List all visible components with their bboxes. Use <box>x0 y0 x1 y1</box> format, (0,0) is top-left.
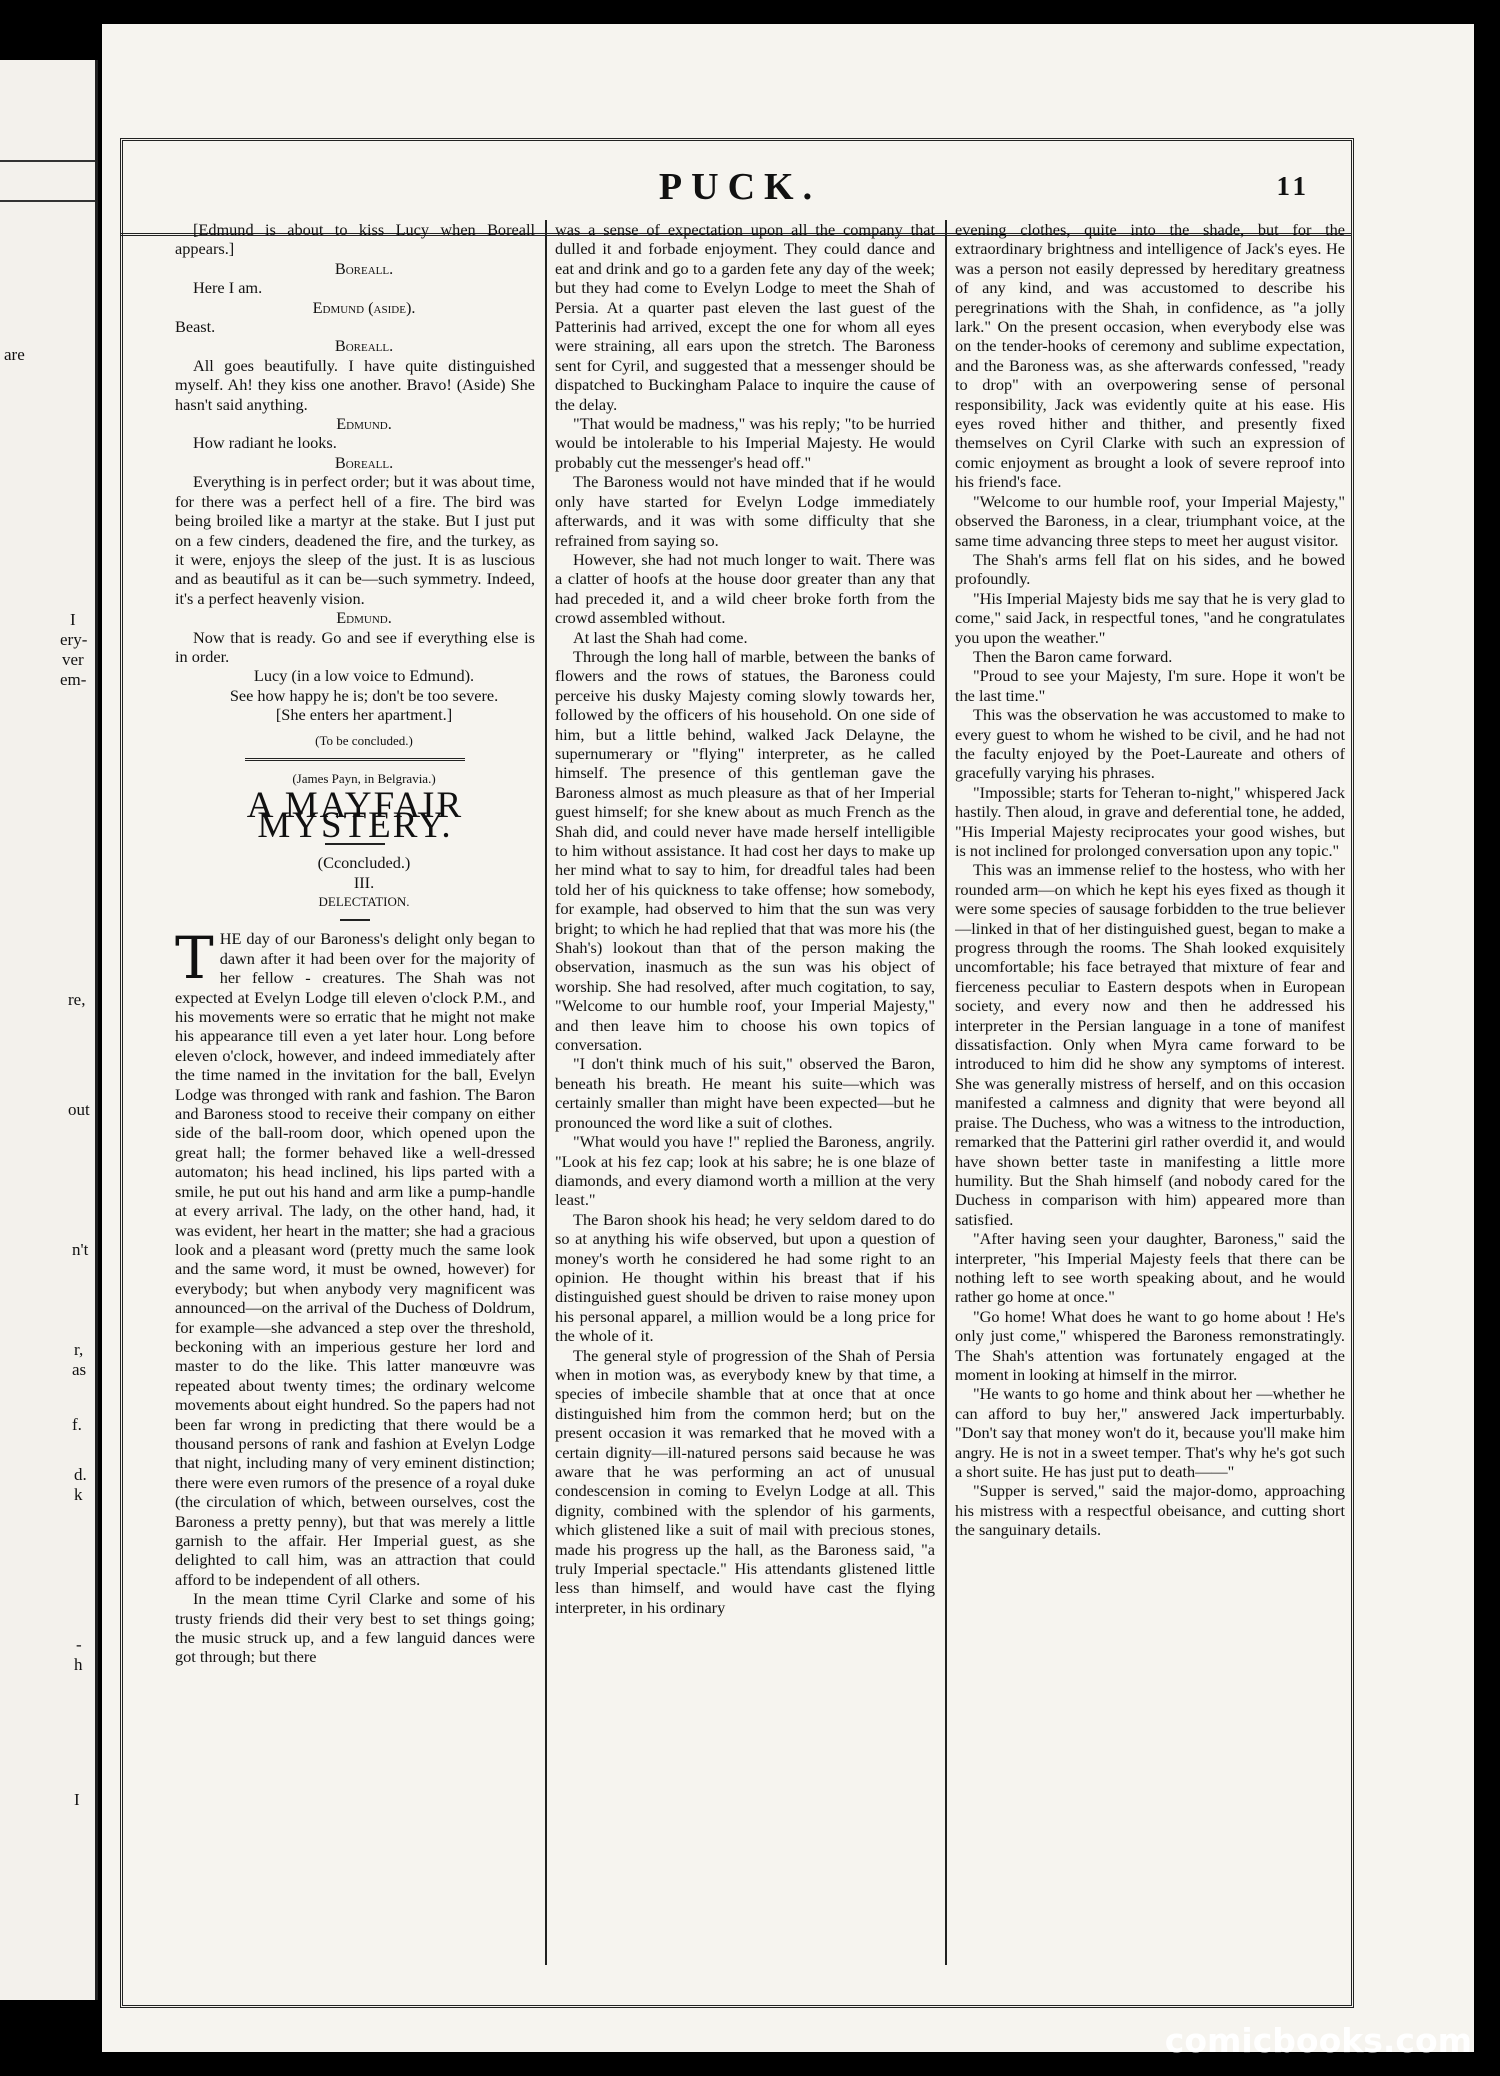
left-fragment: I <box>74 1790 80 1809</box>
chapter-rule <box>340 919 370 921</box>
body-paragraph: "Go home! What does he want to go home about ! He's only just come," whispered the Baroness remonstratingly. The Shah's attention was fortunately engaged at the moment in looking at himself in the mirror. <box>955 1306 1345 1384</box>
body-paragraph: The Baron shook his head; he very seldom dared to do so at anything his wife observed, but upon a question of money's worth he considered he had some right to an opinion. He thought within his breast that if his distinguished guest should be driven to raise money upon his personal apparel, a million would be a long price for the whole of it. <box>555 1209 935 1346</box>
body-paragraph: At last the Shah had come. <box>573 627 748 647</box>
body-paragraph: "Impossible; starts for Teheran to-night," whispered Jack hastily. Then aloud, in grave and deferential tone, he added, "His Imperial Majesty reciprocates your good wishes, but is not inclined for prolonged conversation upon any topic." <box>955 782 1345 860</box>
body-paragraph: The Baroness would not have minded that if he would only have started for Evelyn Lodge immediately afterwards, and it was with some difficulty that she refrained from saying so. <box>555 472 935 550</box>
speaker-name: Boreall. <box>334 452 394 472</box>
story-subtitle: (Cconcluded.) <box>317 853 411 873</box>
dialogue-line: Now that is ready. Go and see if everything else is in order. <box>175 627 535 666</box>
left-fragment: I <box>70 610 76 629</box>
chapter-number: III. <box>353 872 375 892</box>
dialogue-line: How radiant he looks. <box>193 433 337 453</box>
column-2 <box>555 220 935 1965</box>
dialogue-line: Here I am. <box>193 278 263 298</box>
speaker-name: Lucy (in a low voice to Edmund). <box>253 666 475 686</box>
column-3 <box>955 220 1345 1965</box>
speaker-name: Edmund (aside). <box>312 297 416 317</box>
column-1 <box>175 220 535 1965</box>
body-paragraph: was a sense of expectation upon all the company that dulled it and forbade enjoyment. They could dance and eat and drink and go to a garden fete any day of the week; but they had come to Evelyn Lodge to meet the Shah of Persia. At a quarter past eleven the last guest of the Patterinis had arrived, except the one for whom all eyes were straining, all ears upon the stretch. The Baroness sent for Cyril, and suggested that a messenger should be dispatched to Buckingham Palace to inquire the cause of the delay. <box>555 220 935 414</box>
left-fragment: r, <box>74 1340 84 1359</box>
dialogue-line: Everything is in perfect order; but it was about time, for there was a perfect hell of a fire. The bird was being broiled like a martyr at the stake. But I just put on a few cinders, deadened the fire, and the turkey, as it were, enjoys the sleep of the just. It is as luscious and as beautiful as it can be—such symmetry. Indeed, it's a perfect heavenly vision. <box>175 472 535 608</box>
dialogue-line: Beast. <box>175 317 216 337</box>
body-paragraph: However, she had not much longer to wait. There was a clatter of hoofs at the house door greater than any that had preceded it, and a wild cheer broke forth from the crowd assembled without. <box>555 549 935 628</box>
body-paragraph: "He wants to go home and think about her —whether he can afford to buy her," answered Jack imperturbably. "Don't say that money won't do it, because you'll make him angry. He is not in a sweet temper. That's why he's got such a short suite. He has just put to death——" <box>955 1384 1345 1481</box>
stage-direction: [Edmund is about to kiss Lucy when Boreall appears.] <box>175 220 535 259</box>
body-paragraph: This was the observation he was accustomed to make to every guest to whom he wished to be civil, and he had not the faculty enjoyed by the Poet-Laureate and others of gracefully varying his phrases. <box>955 705 1345 783</box>
stage-direction: [She enters her apartment.] <box>275 705 453 725</box>
body-paragraph: "That would be madness," was his reply; "to be hurried would be intolerable to his Imperial Majesty. He would probably cut the messenger's head off." <box>555 414 935 472</box>
story-source: (James Payn, in Belgravia.) <box>292 770 436 786</box>
left-fragment: re, <box>68 990 86 1009</box>
dialogue-line: All goes beautifully. I have quite distinguished myself. Ah! they kiss one another. Bravo! (Aside) She hasn't said anything. <box>175 355 535 414</box>
body-paragraph: "His Imperial Majesty bids me say that he is very glad to come," said Jack, in respectful tones, "and he congratulates you upon the weather." <box>955 588 1345 647</box>
body-paragraph: This was an immense relief to the hostess, who with her rounded arm—on which he kept his eyes fixed as though it were some species of sausage forbidden to the true believer—linked in that of her distinguished guest, began to make a progress through the rooms. The Shah looked exquisitely uncomfortable; his face betrayed that mixture of fear and fierceness peculiar to Eastern despots when in European society, and every now and then he addressed his interpreter in the Persian language in a tone of manifest dissatisfaction. Only when Myra came forward to be introduced to him did he show any symptoms of interest. She was generally mistress of herself, and on this occasion manifested a calmness and dignity that were beyond all praise. The Duchess, who was a witness to the introduction, remarked that the Patterini girl rather overdid it, and would have shown better taste in manifesting a little more humility. But the Shah himself (and nobody cared for the Duchess in comparison with him) appeared more than satisfied. <box>955 860 1345 1229</box>
page-number: 11 <box>1276 171 1310 201</box>
left-fragment: - <box>76 1635 82 1654</box>
body-paragraph: Then the Baron came forward. <box>973 646 1173 666</box>
left-fragment: d. <box>74 1465 87 1484</box>
drop-cap: T <box>175 924 214 993</box>
body-paragraph: "Welcome to our humble roof, your Imperial Majesty," observed the Baroness, in a clear, triumphant voice, at the same time advancing three steps to meet her august visitor. <box>955 491 1345 550</box>
previous-page-edge <box>0 60 98 2000</box>
speaker-name: Edmund. <box>336 414 392 434</box>
page-header <box>130 165 1350 215</box>
left-fragment: em- <box>60 670 87 689</box>
masthead-title: PUCK. <box>658 166 822 208</box>
left-fragment: n't <box>72 1240 89 1259</box>
left-fragment: k <box>74 1485 83 1504</box>
column-divider <box>545 220 547 1965</box>
body-paragraph: Through the long hall of marble, between the banks of flowers and the rows of statues, the Baroness could perceive his dusky Majesty coming slowly towards her, followed by the officers of his household. On one side of him, but a little behind, walked Jack Delayne, the supernumerary or "flying" interpreter, as he called himself. The presence of this gentleman gave the Baroness almost as much pleasure as that of her Imperial guest himself; for she knew about as much French as the Shah did, and could never have made herself intelligible to him without assistance. It had cost her days to make up her mind what to say to him, for dreadful tales had been told her of his quickness to take offense; how somebody, for example, had observed to him that the sun was very bright; to which he had replied that that was more his (the Shah's) lookout than that of the person making the observation, inasmuch as the sun was his object of worship. She had resolved, after much cogitation, to say, "Welcome to our humble roof, your Imperial Majesty," and then leave him to choose his own topics of conversation. <box>555 646 935 1055</box>
continuation-note: (To be concluded.) <box>315 732 413 748</box>
left-fragment: ver <box>62 650 84 669</box>
body-paragraph: "I don't think much of his suit," observed the Baron, beneath his breath. He meant his suite—which was certainly smaller than might have been expected—but he pronounced the word like a suit of clothes. <box>555 1054 935 1132</box>
left-fragment: out <box>68 1100 90 1119</box>
body-paragraph: "After having seen your daughter, Baroness," said the interpreter, "his Imperial Majesty feels that there can be nothing left to see worth speaking about, and he would rather go home at once." <box>955 1229 1345 1307</box>
left-rule <box>0 160 95 162</box>
left-fragment: as <box>72 1360 87 1379</box>
story-title: A MAYFAIR MYSTERY. <box>246 785 464 846</box>
left-fragment: f. <box>72 1415 82 1434</box>
body-paragraph: In the mean ttime Cyril Clarke and some of his trusty friends did their very best to set things going; the music struck up, and a few languid dances were got through; but there <box>175 1589 535 1667</box>
body-paragraph: "Supper is served," said the major-domo, approaching his mistress with a respectful obeisance, and cutting short the sanguinary details. <box>955 1481 1345 1540</box>
site-watermark: comicbooks.com <box>1164 2021 1472 2060</box>
column-divider <box>945 220 947 1965</box>
left-rule <box>0 200 95 202</box>
left-fragment: are <box>4 345 25 364</box>
speaker-name: Boreall. <box>334 336 394 356</box>
section-rule <box>245 758 465 761</box>
body-paragraph: HE day of our Baroness's delight only began to dawn after it had been over for the majority of her fellow - creatures. The Shah was not expected at Evelyn Lodge till eleven o'clock P.M., and his movements were so erratic that he might not make his appearance till even a yet later hour. Long before eleven o'clock, however, and indeed immediately after the time named in the invitation for the ball, Evelyn Lodge was thronged with rank and fashion. The Baron and Baroness stood to receive their company on either side of the ball-room door, which opened upon the great hall; the former behaved like a well-dressed automaton; his head inclined, his lips parted with a smile, he put out his hand and arm like a pump-handle at every arrival. The lady, on the other hand, had, it was evident, her heart in the matter; she had a gracious look and a pleasant word (pretty much the same look and the same word, it must be owned, however) for everybody; but when anybody very magnificent was announced—on the arrival of the Duchess of Doldrum, for example—she advanced a step over the threshold, beckoning with an imperious gesture her lord and master to do the like. This latter manœuvre was repeated about twenty times; the ordinary welcome movements about eight hundred. So the papers had not been far wrong in predicting that there would be a thousand persons of rank and fashion at Evelyn Lodge that night, including many of very eminent distinction; there were even rumors of the presence of a royal duke (the circulation of which, between ourselves, cost the Baroness a pretty penny), but that was merely a little garnish to the affair. Her Imperial guest, as she delighted to call him, was an attraction that could afford to be independent of all others. <box>175 929 535 1589</box>
speaker-name: Boreall. <box>334 258 394 278</box>
body-paragraph: "Proud to see your Majesty, I'm sure. Hope it won't be the last time." <box>955 666 1345 705</box>
body-paragraph: The Shah's arms fell flat on his sides, and he bowed profoundly. <box>955 549 1345 589</box>
left-fragment: h <box>74 1655 83 1674</box>
body-paragraph: "What would you have !" replied the Baroness, angrily. "Look at his fez cap; look at his sabre; he is one blaze of diamonds, and every diamond worth a million at the very least." <box>555 1132 935 1210</box>
dialogue-line: See how happy he is; don't be too severe. <box>229 685 499 705</box>
body-paragraph: evening clothes, quite into the shade, but for the extraordinary brightness and intelligence of Jack's eyes. He was a person not easily depressed by hereditary greatness of any kind, and was accustomed to describe his peregrinations with the Shah, in confidence, as "a jolly lark." On the present occasion, when everybody else was on the tender-hooks of ceremony and sublime expectation, and the Baroness was, as she afterwards confessed, "ready to drop" with an overpowering sense of personal responsibility, Jack was evidently quite at his ease. His eyes roved hither and thither, and presently fixed themselves on Cyril Clarke with such an expression of comic enjoyment as brought a look of severe reproof into his friend's face. <box>955 220 1345 492</box>
speaker-name: Edmund. <box>336 608 392 628</box>
body-paragraph: The general style of progression of the Shah of Persia when in motion was, as everybody knew by that time, a species of imbecile shamble that at once that at once distinguished him from the common herd; but on the present occasion it was remarked that he moved with a certain dignity—ill-natured persons said because he was aware that he was performing an act of unusual condescension in coming to Evelyn Lodge at all. This dignity, combined with the splendor of his garments, which glistened like a suit of mail with precious stones, made his progress up the hall, as the Baroness said, "a truly Imperial spectacle." His attendants glistened little less than himself, and would have cast the flying interpreter, in his ordinary <box>555 1345 935 1617</box>
chapter-title: DELECTATION. <box>318 894 410 909</box>
left-fragment: ery- <box>60 630 88 649</box>
